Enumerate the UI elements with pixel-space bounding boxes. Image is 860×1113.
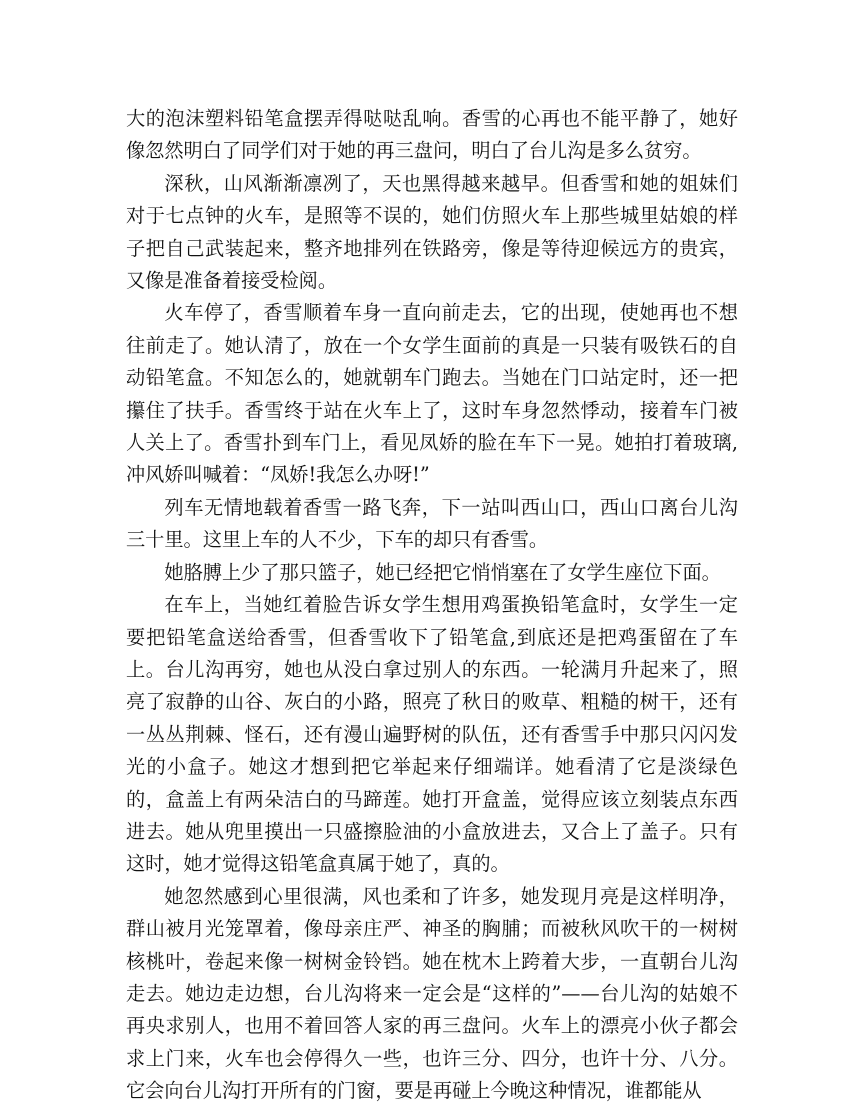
paragraph-7: 她忽然感到心里很满，风也柔和了许多，她发现月亮是这样明净，群山被月光笼罩着，像母亲庄严、神圣的胸脯；而被秋风吹干的一树树核桃叶，卷起来像一树树金铃铛。她在枕木上跨着大步，一直朝台儿沟走去。她边走边想，台儿沟将来一定会是“这样的”——台儿沟的姑娘不再央求别人，也用不着回答人家的再三盘问。火车上的漂亮小伙子都会求上门来，火车也会停得久一些，也许三分、四分，也许十分、八分。它会向台儿沟打开所有的门窗，要是再碰上今晚这种情况，谁都能从 <box>126 884 738 1103</box>
paragraph-4: 列车无情地载着香雪一路飞奔，下一站叫西山口，西山口离台儿沟三十里。这里上车的人不少，下车的却只有香雪。 <box>126 495 738 552</box>
paragraph-5: 她胳膊上少了那只篮子，她已经把它悄悄塞在了女学生座位下面。 <box>164 560 721 584</box>
paragraph-3: 火车停了，香雪顺着车身一直向前走去，它的出现，使她再也不想往前走了。她认清了，放在一个女学生面前的真是一只装有吸铁石的自动铅笔盒。不知怎么的，她就朝车门跑去。当她在门口站定时，还一把攥住了扶手。香雪终于站在火车上了，这时车身忽然悸动，接着车门被人关上了。香雪扑到车门上，看见凤娇的脸在车下一晃。她拍打着玻璃,冲风娇叫喊着：“凤娇!我怎么办呀!” <box>126 301 738 487</box>
document-body <box>126 103 738 1108</box>
paragraph-6: 在车上，当她红着脸告诉女学生想用鸡蛋换铅笔盒时，女学生一定要把铅笔盒送给香雪，但香雪收下了铅笔盒,到底还是把鸡蛋留在了车上。台儿沟再穷，她也从没白拿过别人的东西。一轮满月升起来了，照亮了寂静的山谷、灰白的小路，照亮了秋日的败草、粗糙的树干，还有一丛丛荆棘、怪石，还有漫山遍野树的队伍，还有香雪手中那只闪闪发光的小盒子。她这才想到把它举起来仔细端详。她看清了它是淡绿色的，盒盖上有两朵洁白的马蹄莲。她打开盒盖，觉得应该立刻装点东西进去。她从兜里摸出一只盛擦脸油的小盒放进去，又合上了盖子。只有这时，她才觉得这铅笔盒真属于她了，真的。 <box>126 593 738 876</box>
paragraph-2: 深秋，山风渐渐凛冽了，天也黑得越来越早。但香雪和她的姐妹们对于七点钟的火车，是照等不误的，她们仿照火车上那些城里姑娘的样子把自己武装起来，整齐地排列在铁路旁，像是等待迎候远方的贵宾，又像是准备着接受检阅。 <box>126 171 738 293</box>
paragraph-1: 大的泡沫塑料铅笔盒摆弄得哒哒乱响。香雪的心再也不能平静了，她好像忽然明白了同学们对于她的再三盘问，明白了台儿沟是多么贫穷。 <box>126 107 738 163</box>
